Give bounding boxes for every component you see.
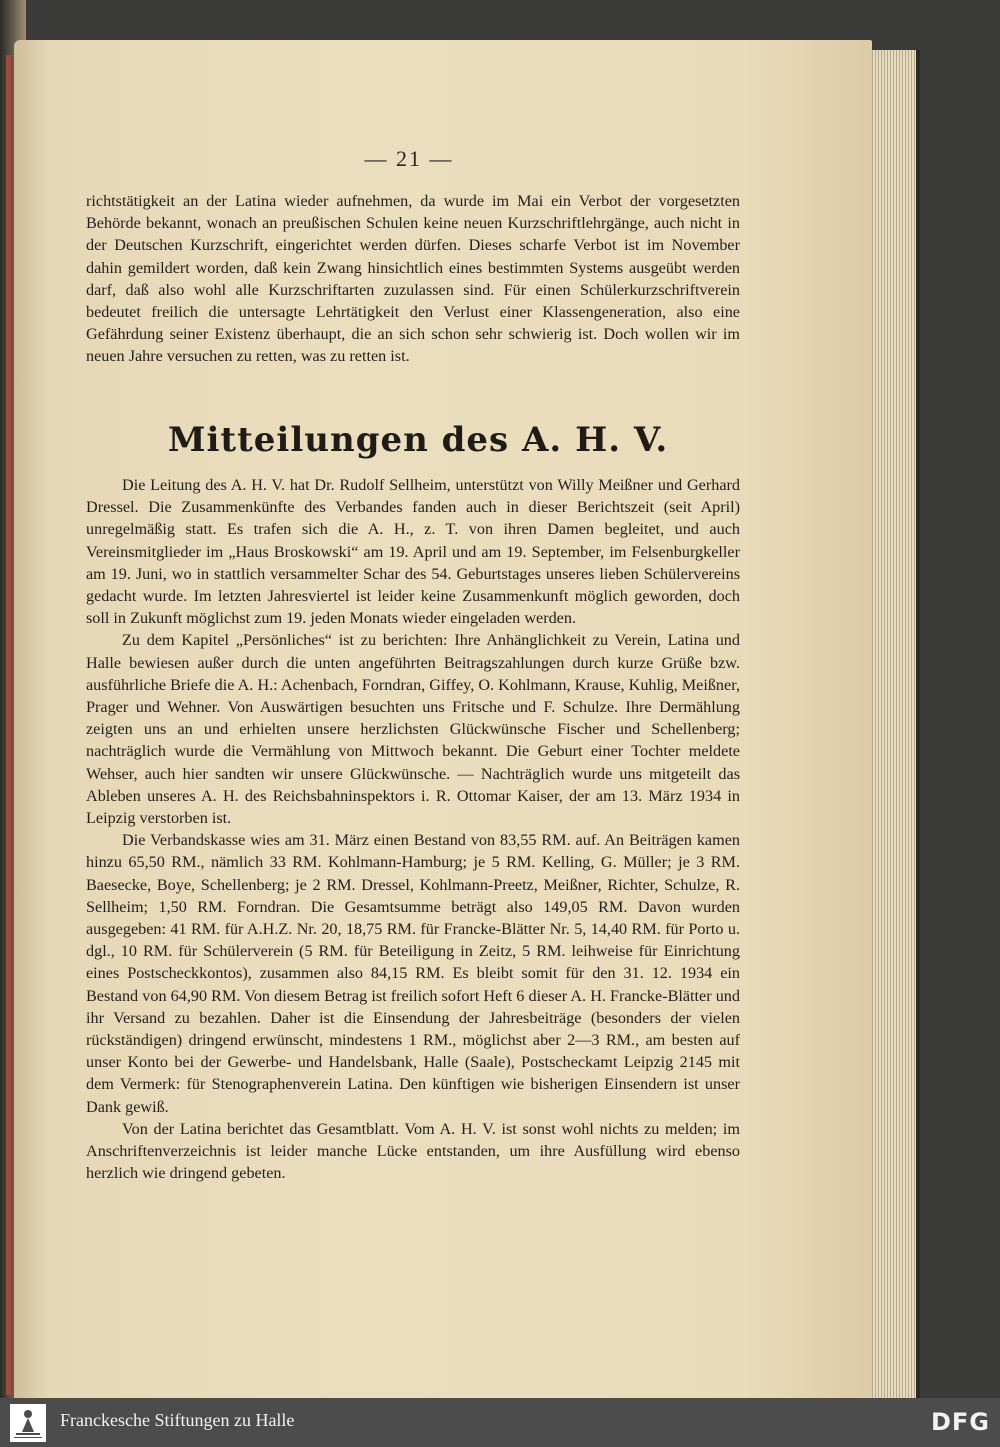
paragraph-verbandskasse: Die Verbandskasse wies am 31. März einen Bestand von 83,55 RM. auf. An Beiträgen kamen hinzu 65,50 RM., nämlich 33 RM. Kohlmann-Hamburg; je 5 RM. Kelling, G. Müller; je 3 RM. Baesecke, Boye, Schellenberg; je 2 RM. Dressel, Kohlmann-Preetz, Meißner, Richter, Schulze, R. Sellheim; 1,50 RM. Forndran. Die Gesamtsumme beträgt also 149,05 RM. Davon wurden ausgegeben: 41 RM. für A.H.Z. Nr. 20, 18,75 RM. für Francke-Blätter Nr. 5, 14,40 RM. für Porto u. dgl., 10 RM. für Schülerverein (5 RM. für Beteiligung in Zeitz, 5 RM. leihweise für Einrichtung eines Postscheckkontos), zusammen also 84,15 RM. Es bleibt somit für den 31. 12. 1934 ein Bestand von 64,90 RM. Von diesem Betrag ist freilich sofort Heft 6 dieser A. H. Francke-Blätter und ihr Versand zu bezahlen. Daher ist die Einsendung der Jahresbeiträge (besonders der vielen rückständigen) dringend erwünscht, mindestens 1 RM., möglichst aber 2—3 RM., am besten auf unser Konto bei der Gewerbe- und Handelsbank, Halle (Saale), Postscheckamt Leipzig 2145 mit dem Vermerk: für Stenographenverein Latina. Den künftigen wie bisherigen Einsendern ist unser Dank gewiß.: [86, 831, 740, 1116]
intro-paragraph: richtstätigkeit an der Latina wieder aufnehmen, da wurde im Mai ein Verbot der vorgesetzten Behörde bekannt, wonach an preußischen Schulen keine neuen Kurzschriftlehrgänge, auch nicht in der Deutschen Kurzschrift, eingerichtet werden dürfen. Dieses scharfe Verbot ist im November dahin gemildert worden, daß kein Zwang hinsichtlich eines bestimmten Systems ausgeübt werden darf, daß also wohl alle Kurzschriftarten zuzulassen sind. Für einen Schülerkurzschriftverein bedeutet freilich die untersagte Lehrtätigkeit den Verlust einer Klassengeneration, also eine Gefährdung seiner Existenz überhaupt, die an sich schon sehr schwierig ist. Doch wollen wir im neuen Jahre versuchen zu retten, was zu retten ist.: [86, 192, 740, 366]
body-text-block: [86, 474, 740, 1185]
book-spine-mark: [6, 55, 11, 1395]
franckesche-stiftungen-logo-icon[interactable]: [10, 1404, 46, 1442]
institution-name[interactable]: Franckesche Stiftungen zu Halle: [60, 1410, 295, 1430]
intro-paragraph-block: [86, 190, 740, 368]
paragraph-persoenliches: Zu dem Kapitel „Persönliches“ ist zu berichten: Ihre Anhänglichkeit zu Verein, Latina und Halle bewiesen außer durch die unten angeführten Beitragszahlungen durch kurze Grüße bzw. ausführliche Briefe die A. H.: Achenbach, Forndran, Giffey, O. Kohlmann, Krause, Kuhlig, Meißner, Prager und Wehner. Von Auswärtigen besuchten uns Fritsche und F. Schulze. Ihre Dermählung zeigten uns an und erhielten unsere herzlichsten Glückwünsche Fischer und Schellenberg; nachträglich wurde die Vermählung von Mittwoch bekannt. Die Geburt einer Tochter meldete Wehser, auch hier sandten wir unsere Glückwünsche. — Nachträglich wurde uns mitgeteilt das Ableben unseres A. H. des Reichsbahninspektors i. R. Ottomar Kaiser, der am 13. März 1934 in Leipzig verstorben ist.: [86, 631, 740, 828]
page-stack-edge: [870, 50, 920, 1398]
dfg-logo-icon[interactable]: DFG: [930, 1408, 990, 1436]
viewer-footer: [0, 1398, 1000, 1447]
paragraph-leitung: Die Leitung des A. H. V. hat Dr. Rudolf Sellheim, unterstützt von Willy Meißner und Gerhard Dressel. Die Zusammenkünfte des Verbandes fanden auch in dieser Berichtszeit (seit April) unregelmäßig statt. Es trafen sich die A. H., z. T. von ihren Damen begleitet, und auch Vereinsmitglieder im „Haus Broskowski“ am 19. April und am 19. September, im Felsenburgkeller am 19. Juni, wo in stattlich versammelter Schar des 54. Geburtstages unseres lieben Schülervereins gedacht wurde. Im letzten Jahresviertel ist leider keine Zusammenkunft möglich geworden, doch soll in Zukunft möglichst zum 19. jeden Monats wieder eingeladen werden.: [86, 476, 740, 628]
book-page: [14, 40, 872, 1398]
section-heading: Mitteilungen des A. H. V.: [167, 420, 669, 460]
paragraph-latina: Von der Latina berichtet das Gesamtblatt. Vom A. H. V. ist sonst wohl nichts zu melden; im Anschriftenverzeichnis ist leider manche Lücke entstanden, um ihre Ausfüllung wird ebenso herzlich wie dringend gebeten.: [86, 1119, 740, 1183]
page-number: — 21 —: [364, 146, 454, 171]
